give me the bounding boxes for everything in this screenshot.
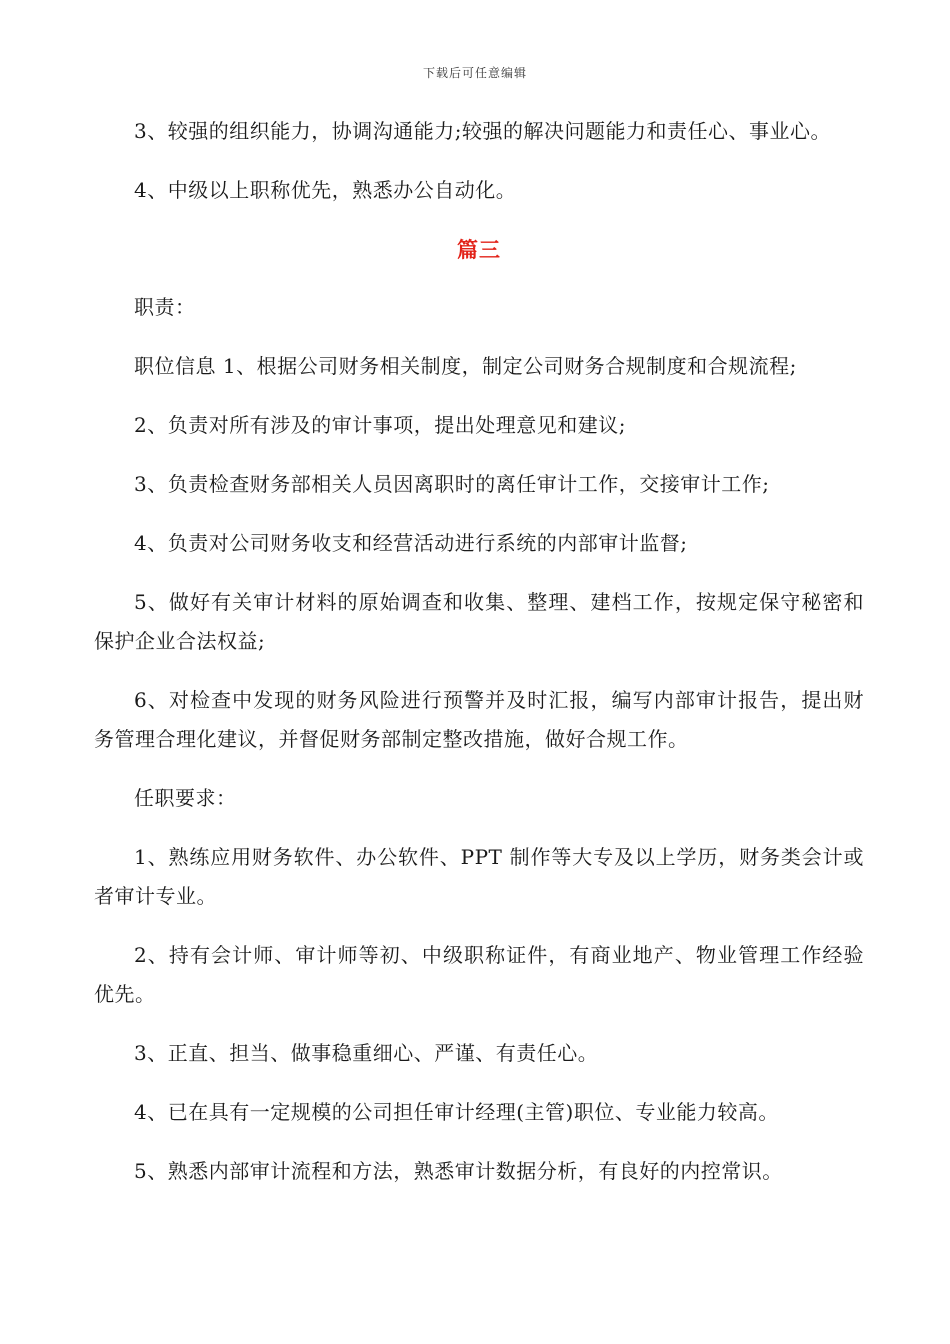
requirements-heading: 任职要求： <box>134 786 237 810</box>
duty-item-6: 6、对检查中发现的财务风险进行预警并及时汇报，编写内部审计报告，提出财务管理合理化建议，并督促财务部制定整改措施，做好合规工作。 <box>94 688 864 751</box>
top-item-3: 3、较强的组织能力，协调沟通能力;较强的解决问题能力和责任心、事业心。 <box>134 119 831 143</box>
duty-item-1: 职位信息 1、根据公司财务相关制度，制定公司财务合规制度和合规流程; <box>134 354 797 378</box>
duty-item-2: 2、负责对所有涉及的审计事项，提出处理意见和建议; <box>134 413 626 437</box>
duty-item-3: 3、负责检查财务部相关人员因离职时的离任审计工作，交接审计工作; <box>134 472 770 496</box>
requirement-item-5: 5、熟悉内部审计流程和方法，熟悉审计数据分析，有良好的内控常识。 <box>134 1159 783 1183</box>
requirement-item-1: 1、熟练应用财务软件、办公软件、PPT 制作等大专及以上学历，财务类会计或者审计专业。 <box>94 845 864 908</box>
duty-item-5: 5、做好有关审计材料的原始调查和收集、整理、建档工作，按规定保守秘密和保护企业合法权益; <box>94 590 864 653</box>
requirement-item-3: 3、正直、担当、做事稳重细心、严谨、有责任心。 <box>134 1041 599 1065</box>
requirement-item-4: 4、已在具有一定规模的公司担任审计经理(主管)职位、专业能力较高。 <box>134 1100 779 1124</box>
requirement-item-2: 2、持有会计师、审计师等初、中级职称证件，有商业地产、物业管理工作经验优先。 <box>94 943 864 1006</box>
top-item-4: 4、中级以上职称优先，熟悉办公自动化。 <box>134 178 517 202</box>
document-body <box>94 112 864 1211</box>
page-header-note: 下载后可任意编辑 <box>422 66 527 80</box>
duty-item-4: 4、负责对公司财务收支和经营活动进行系统的内部审计监督; <box>134 531 688 555</box>
duties-heading: 职责： <box>134 295 196 319</box>
section-title: 篇三 <box>457 237 501 262</box>
